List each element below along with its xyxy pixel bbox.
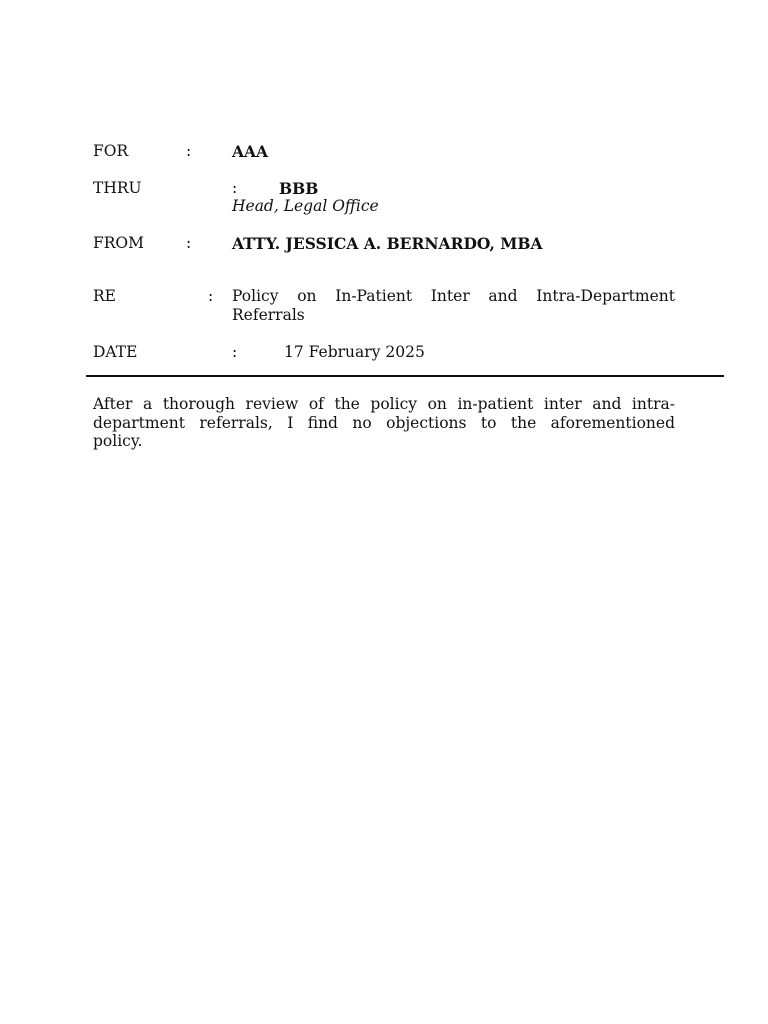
re-colon: :	[208, 287, 214, 305]
thru-recipient: BBB	[279, 179, 319, 198]
body-paragraph	[93, 395, 675, 451]
thru-colon: :	[232, 179, 238, 197]
from-label: FROM	[93, 234, 145, 252]
from-sender: ATTY. JESSICA A. BERNARDO, MBA	[232, 234, 543, 253]
re-subject-line: Referrals	[232, 305, 305, 324]
for-colon: :	[186, 142, 192, 160]
header-divider	[86, 375, 724, 377]
re-label: RE	[93, 287, 116, 305]
date-label: DATE	[93, 343, 138, 361]
date-colon: :	[232, 343, 238, 361]
re-subject	[232, 287, 675, 324]
for-label: FOR	[93, 142, 129, 160]
body-line: After a thorough review of the policy on in-patient inter and intra-	[93, 395, 675, 413]
date-value: 17 February 2025	[284, 343, 425, 361]
thru-title: Head, Legal Office	[232, 197, 379, 215]
body-line: policy.	[93, 432, 143, 450]
re-subject-line: Policy on In-Patient Inter and Intra-Department	[232, 287, 675, 305]
for-recipient: AAA	[232, 142, 269, 161]
thru-label: THRU	[93, 179, 142, 197]
body-line: department referrals, I find no objections to the aforementioned	[93, 413, 675, 432]
from-colon: :	[186, 234, 192, 252]
